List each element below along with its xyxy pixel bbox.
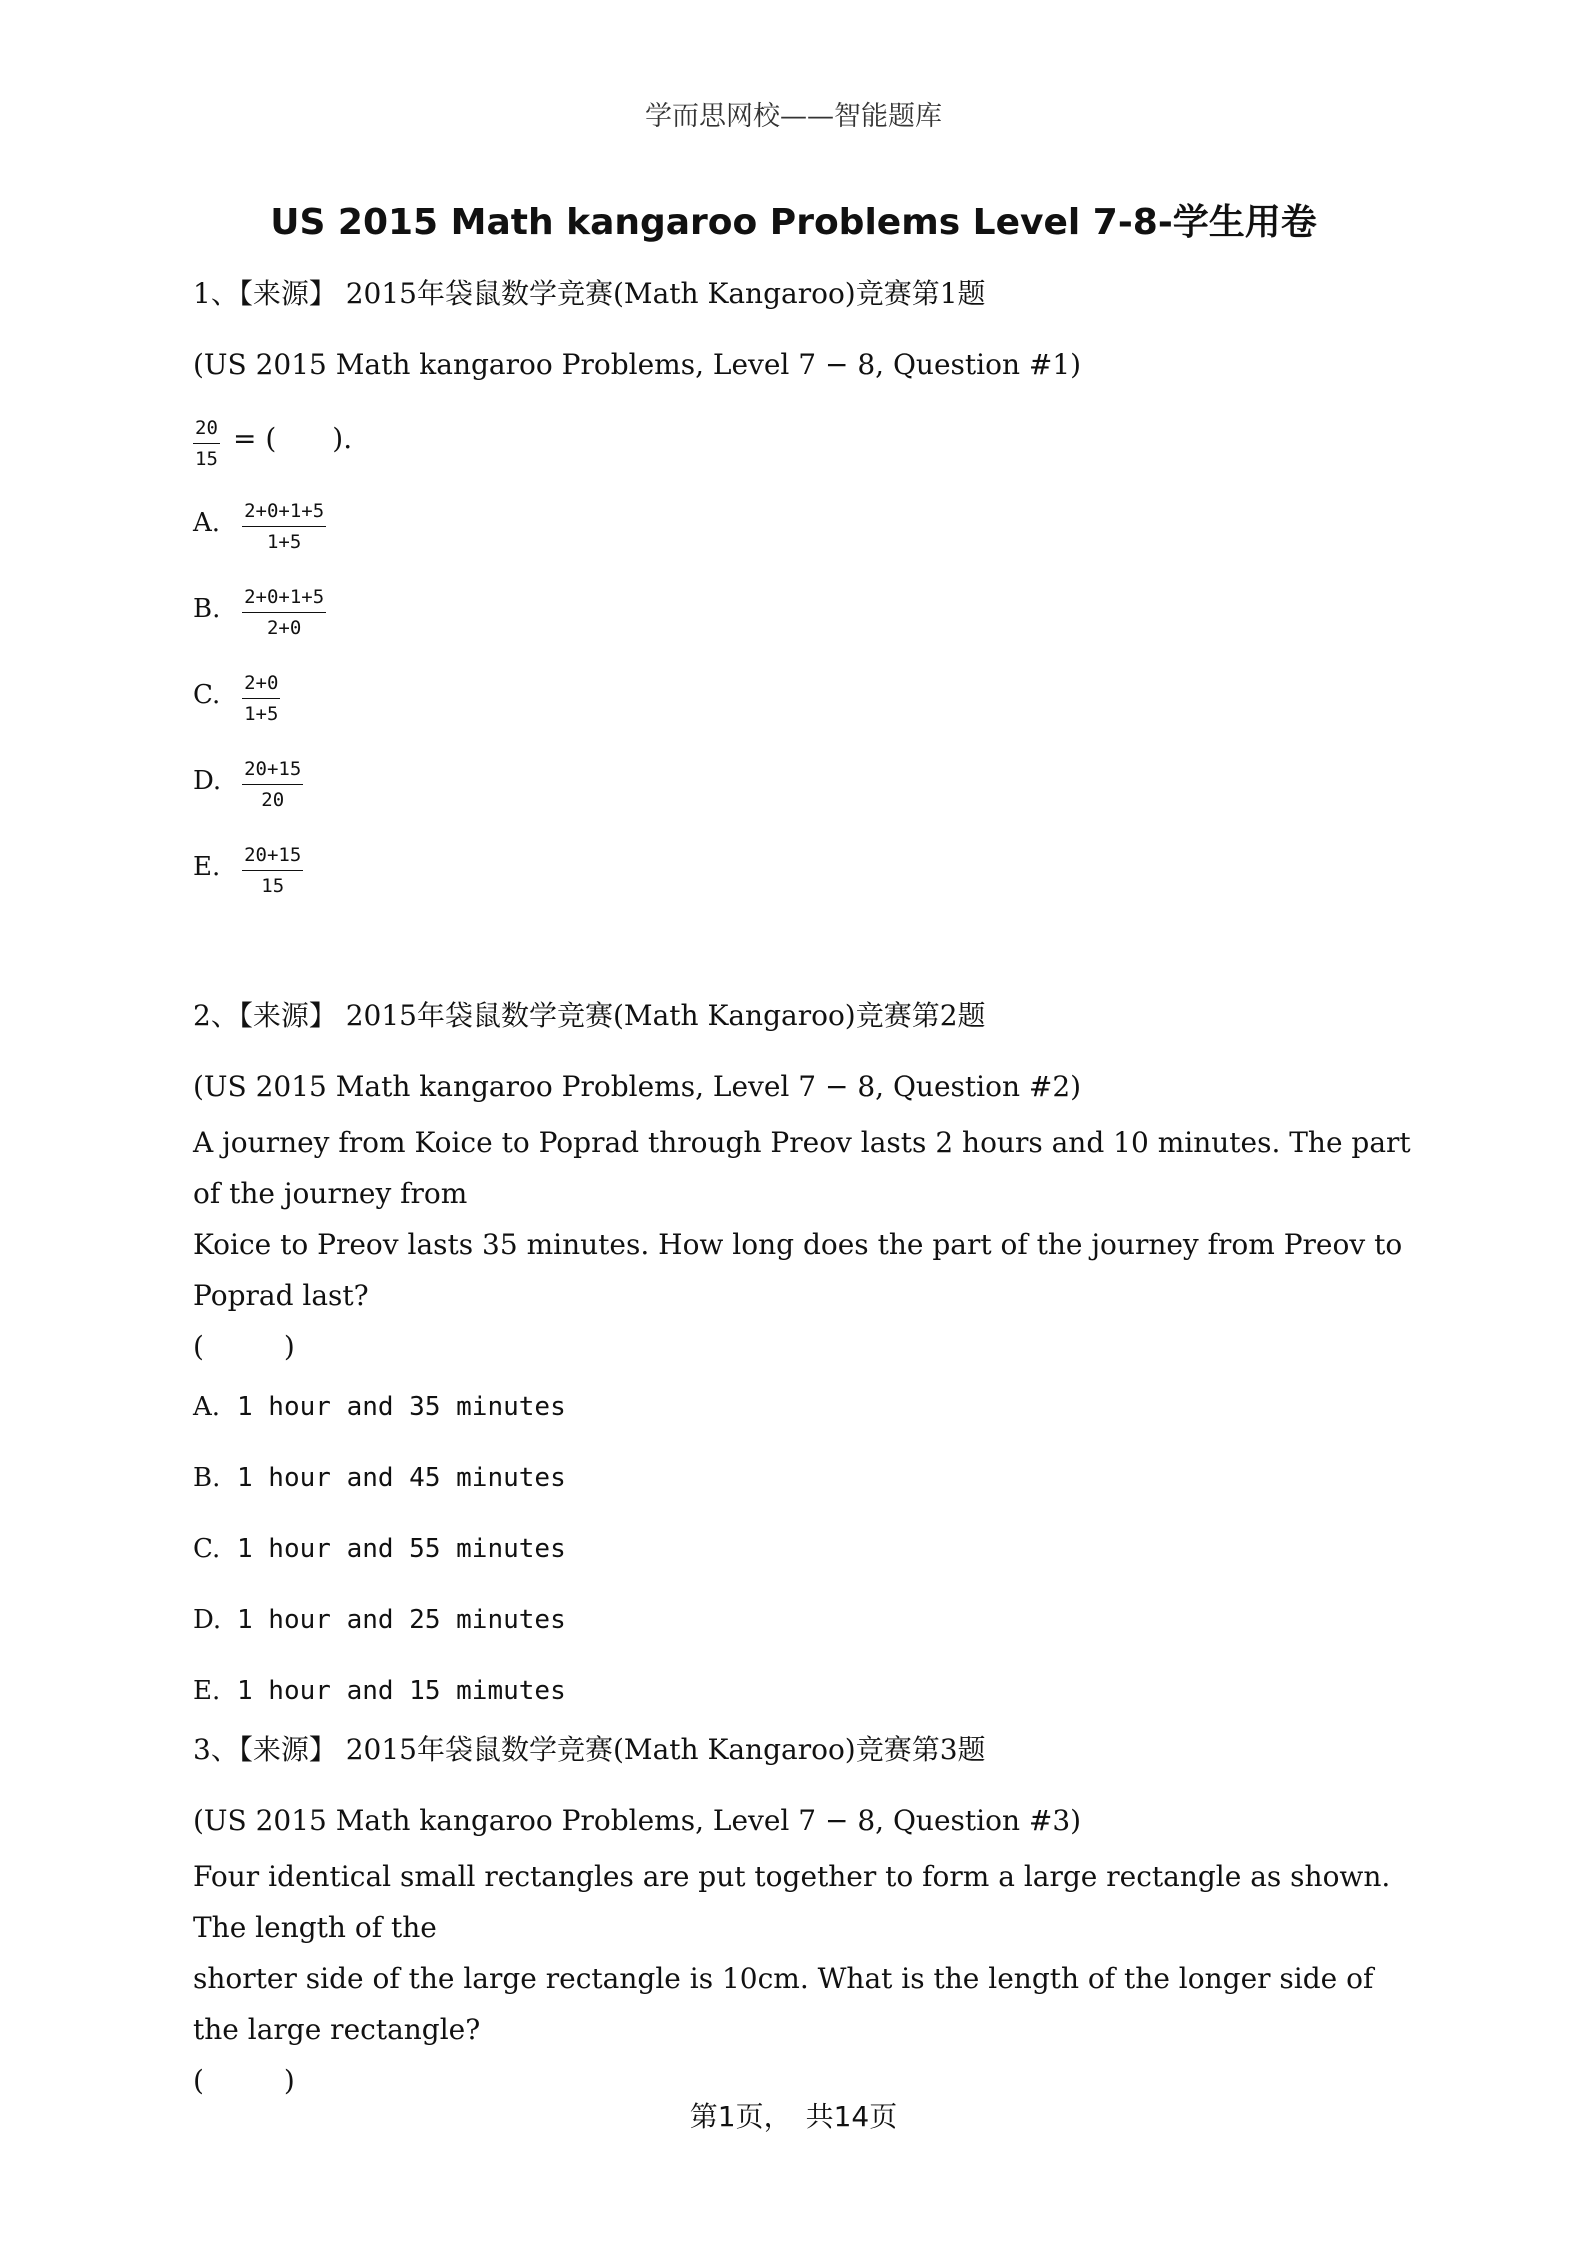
question-stem [193, 415, 1413, 472]
option-c[interactable] [193, 1534, 1413, 1605]
answer-blank: ( ) [193, 2064, 303, 2097]
option-fraction [242, 670, 280, 727]
site-header: 学而思网校——智能题库 [645, 101, 942, 132]
fraction-denominator: 15 [261, 875, 285, 897]
question-reference: (US 2015 Math kangaroo Problems, Level 7 − 8, Question #2) [193, 1070, 1082, 1103]
option-label: C. [193, 1534, 221, 1564]
option-text: 1 hour and 45 minutes [237, 1463, 566, 1493]
fraction-denominator: 1+5 [266, 531, 302, 553]
option-label: C. [193, 680, 221, 710]
question-source: 3、【来源】 2015年袋鼠数学竞赛(Math Kangaroo)竞赛第3题 [193, 1733, 986, 1766]
fraction-numerator: 20 [193, 415, 220, 444]
option-label: A. [193, 1392, 221, 1422]
option-text: 1 hour and 55 minutes [237, 1534, 566, 1564]
option-label: D. [193, 1605, 222, 1635]
question-source: 1、【来源】 2015年袋鼠数学竞赛(Math Kangaroo)竞赛第1题 [193, 277, 986, 310]
page-footer: 第1页， 共14页 [689, 2100, 898, 2133]
question-3 [193, 1728, 1413, 2106]
option-b[interactable] [193, 1463, 1413, 1534]
option-list [193, 498, 1413, 928]
option-b[interactable] [193, 584, 1413, 670]
option-fraction [242, 584, 326, 641]
question-reference: (US 2015 Math kangaroo Problems, Level 7 − 8, Question #3) [193, 1804, 1082, 1837]
option-fraction [242, 498, 326, 555]
question-source: 2、【来源】 2015年袋鼠数学竞赛(Math Kangaroo)竞赛第2题 [193, 999, 986, 1032]
question-reference: (US 2015 Math kangaroo Problems, Level 7 − 8, Question #1) [193, 348, 1082, 381]
question-text-line: shorter side of the large rectangle is 10cm. What is the length of the longer side of the large rectangle? [193, 1962, 1374, 2046]
option-label: A. [193, 508, 221, 538]
option-list [193, 1392, 1413, 1747]
fraction-denominator: 15 [195, 448, 218, 470]
question-text-line: Four identical small rectangles are put together to form a large rectangle as shown. The length of the [193, 1860, 1391, 1944]
option-text: 1 hour and 25 minutes [237, 1605, 566, 1635]
option-fraction [242, 842, 303, 899]
fraction-denominator: 1+5 [244, 703, 279, 725]
fraction-denominator: 2+0 [266, 617, 302, 639]
fraction-denominator: 20 [261, 789, 285, 811]
option-label: B. [193, 1463, 221, 1493]
question-2 [193, 994, 1413, 1747]
stem-fraction [193, 415, 220, 472]
fraction-numerator: 2+0 [242, 670, 280, 699]
option-fraction [242, 756, 303, 813]
fraction-numerator: 20+15 [242, 756, 303, 785]
fraction-numerator: 2+0+1+5 [242, 584, 326, 613]
option-label: E. [193, 852, 221, 882]
option-a[interactable] [193, 498, 1413, 584]
option-d[interactable] [193, 756, 1413, 842]
document-title: US 2015 Math kangaroo Problems Level 7-8-学生用卷 [270, 202, 1317, 243]
question-text [193, 1117, 1413, 1372]
option-label: D. [193, 766, 222, 796]
question-text [193, 1851, 1413, 2106]
question-text-line: Koice to Preov lasts 35 minutes. How long does the part of the journey from Preov to Poprad last? [193, 1228, 1403, 1312]
option-d[interactable] [193, 1605, 1413, 1676]
option-c[interactable] [193, 670, 1413, 756]
option-text: 1 hour and 35 minutes [237, 1392, 566, 1422]
option-text: 1 hour and 15 mimutes [237, 1676, 566, 1706]
option-e[interactable] [193, 842, 1413, 928]
question-1 [193, 272, 1413, 928]
option-label: E. [193, 1676, 221, 1706]
fraction-numerator: 20+15 [242, 842, 303, 871]
stem-suffix: = ( ). [232, 422, 353, 455]
question-text-line: A journey from Koice to Poprad through Preov lasts 2 hours and 10 minutes. The part of the journey from [193, 1126, 1411, 1210]
option-label: B. [193, 594, 221, 624]
fraction-numerator: 2+0+1+5 [242, 498, 326, 527]
answer-blank: ( ) [193, 1330, 303, 1363]
option-a[interactable] [193, 1392, 1413, 1463]
